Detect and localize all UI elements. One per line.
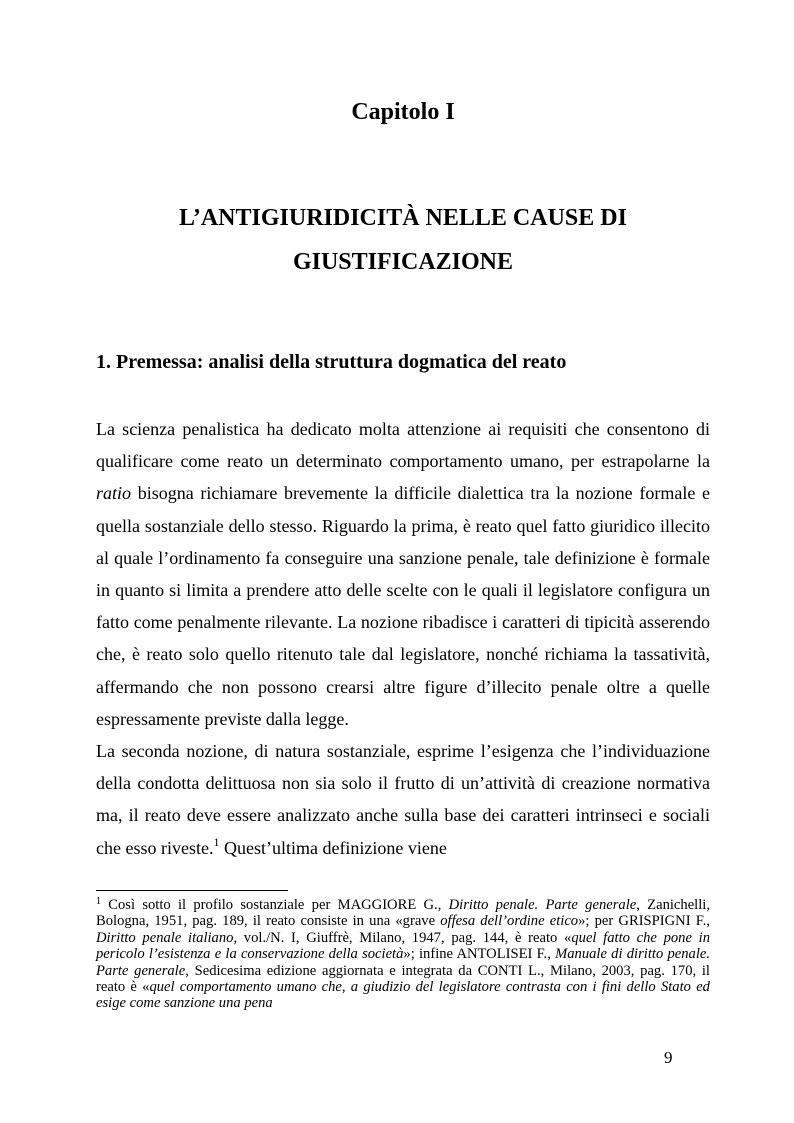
chapter-title-line-1: L’ANTIGIURIDICITÀ NELLE CAUSE DI [179, 205, 627, 231]
ratio-term: ratio [96, 483, 132, 504]
footnote-text-3: »; per GRISPIGNI F., [578, 913, 710, 930]
paragraph-1 [96, 413, 710, 735]
footnote-text-5: »; infine ANTOLISEI F., [403, 946, 556, 963]
footnote-italic-4: quel fatto che pone in pericolo l’esistenza e la conservazione della società [96, 929, 711, 963]
footnote-number: 1 [96, 896, 101, 907]
body-text [96, 413, 710, 864]
footnote-italic-5: Manuale di diritto penale. Parte generale [96, 946, 711, 979]
paragraph-1-text-a: La scienza penalistica ha dedicato molta attenzione ai requisiti che consentono di qualificare come reato un determinato comportamento umano, per estrapolarne la [96, 419, 710, 472]
footnote-italic-3: Diritto penale italiano [96, 929, 234, 946]
footnote-divider [96, 890, 288, 891]
paragraph-2-text-a: La seconda nozione, di natura sostanziale, esprime l’esigenza che l’individuazione della condotta delittuosa non sia solo il frutto di un’attività di creazione normativa ma, il reato deve essere analizzato anche sulla base dei caratteri intrinseci e sociali che esso riveste. [96, 741, 710, 858]
footnote [96, 897, 710, 1012]
footnote-text-1: Così sotto il profilo sostanziale per MAGGIORE G., [101, 897, 449, 913]
chapter-label: Capitolo I [351, 99, 455, 125]
chapter-title-line-2: GIUSTIFICAZIONE [292, 249, 514, 275]
paragraph-2 [96, 735, 710, 864]
footnote-italic-6: quel comportamento umano che, a giudizio del legislatore contrasta con i fini dello Stato ed esige come sanzione una pena [96, 979, 710, 1012]
footnote-italic-2: offesa dell’ordine etico [440, 913, 579, 930]
paragraph-2-text-b: Quest’ultima definizione viene [219, 837, 447, 858]
footnote-text-2: , Zanichelli, Bologna, 1951, pag. 189, il reato consiste in una «grave [96, 897, 710, 930]
section-title: 1. Premessa: analisi della struttura dogmatica del reato [96, 351, 567, 373]
footnote-text-4: , vol./N. I, Giuffrè, Milano, 1947, pag. 144, è reato « [233, 929, 572, 946]
chapter-title [96, 196, 710, 284]
footnote-italic-1: Diritto penale. Parte generale [448, 897, 637, 913]
footnote-text-6: , Sedicesima edizione aggiornata e integrata da CONTI L., Milano, 2003, pag. 170, il reato è « [96, 962, 710, 996]
paragraph-1-text-b: bisogna richiamare brevemente la difficile dialettica tra la nozione formale e quella sostanziale dello stesso. Riguardo la prima, è reato quel fatto giuridico illecito al quale l’ordinamento fa conseguire una sanzione penale, tale definizione è formale in quanto si limita a prendere atto delle scelte con le quali il legislatore configura un fatto come penalmente rilevante. La nozione ribadisce i caratteri di tipicità asserendo che, è reato solo quello ritenuto tale dal legislatore, nonché richiama la tassatività, affermando che non possono crearsi altre figure d’illecito penale oltre a quelle espressamente previste dalla legge. [96, 483, 710, 729]
page-number: 9 [664, 1048, 673, 1067]
footnote-reference[interactable]: 1 [213, 834, 220, 849]
